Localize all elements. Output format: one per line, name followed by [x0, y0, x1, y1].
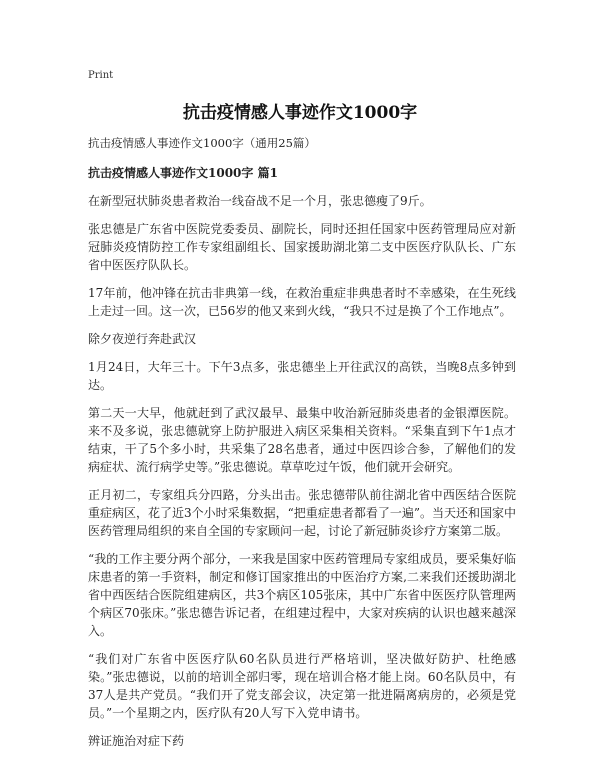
paragraph: 正月初二，专家组兵分四路，分头出击。张忠德带队前往湖北省中西医结合医院重症病区，花了近3个小时采集数据，“把重症患者都看了一遍”。当天还和国家中医药管理局组织的来自全国的专家顾问一起，讨论了新冠肺炎诊疗方案第二版。	[88, 488, 516, 538]
print-label[interactable]: Print	[88, 70, 114, 81]
section-title: 抗击疫情感人事迹作文1000字 篇1	[88, 166, 278, 180]
paragraph: 张忠德是广东省中医院党委委员、副院长，同时还担任国家中医药管理局应对新冠肺炎疫情防控工作专家组副组长、国家援助湖北第二支中医医疗队队长、广东省中医医疗队队长。	[88, 222, 516, 272]
paragraph: 17年前，他冲锋在抗击非典第一线，在救治重症非典患者时不幸感染，在生死线上走过一回。这一次，已56岁的他又来到火线，“我只不过是换了个工作地点”。	[88, 286, 516, 318]
page-title: 抗击疫情感人事迹作文1000字	[182, 103, 418, 123]
paragraph: 第二天一大早，他就赶到了武汉最早、最集中收治新冠肺炎患者的金银潭医院。来不及多说，张忠德就穿上防护服进入病区采集相关资料。“采集直到下午1点才结束，干了5个多小时，共采集了28名患者，通过中医四诊合参，了解他们的发病症状、流行病学史等。”张忠德说。草草吃过午饭，他们就开会研究。	[88, 406, 516, 474]
subheading: 除夕夜逆行奔赴武汉	[88, 332, 197, 346]
article-subtitle: 抗击疫情感人事迹作文1000字（通用25篇）	[88, 136, 316, 150]
paragraph: “我们对广东省中医医疗队60名队员进行严格培训，坚决做好防护、杜绝感染。”张忠德说，以前的培训全部归零，现在培训合格才能上岗。60名队员中，有37人是共产党员。“我们开了党支部会议，决定第一批进隔离病房的，必须是党员。”一个星期之内，医疗队有20人写下入党申请书。	[88, 652, 516, 720]
article-body	[88, 134, 516, 760]
paragraph: 1月24日，大年三十。下午3点多，张忠德坐上开往武汉的高铁，当晚8点多钟到达。	[88, 360, 516, 392]
subheading: 辨证施治对症下药	[88, 734, 185, 748]
paragraph: 在新型冠状肺炎患者救治一线奋战不足一个月，张忠德瘦了9斤。	[88, 194, 432, 208]
paragraph: “我的工作主要分两个部分，一来我是国家中医药管理局专家组成员，要采集好临床患者的第一手资料，制定和修订国家推出的中医治疗方案,二来我们还援助湖北省中西医结合医院组建病区，共3个病区105张床，其中广东省中医医疗队管理两个病区70张床。”张忠德告诉记者，在组建过程中，大家对疾病的认识也越来越深入。	[88, 552, 516, 638]
